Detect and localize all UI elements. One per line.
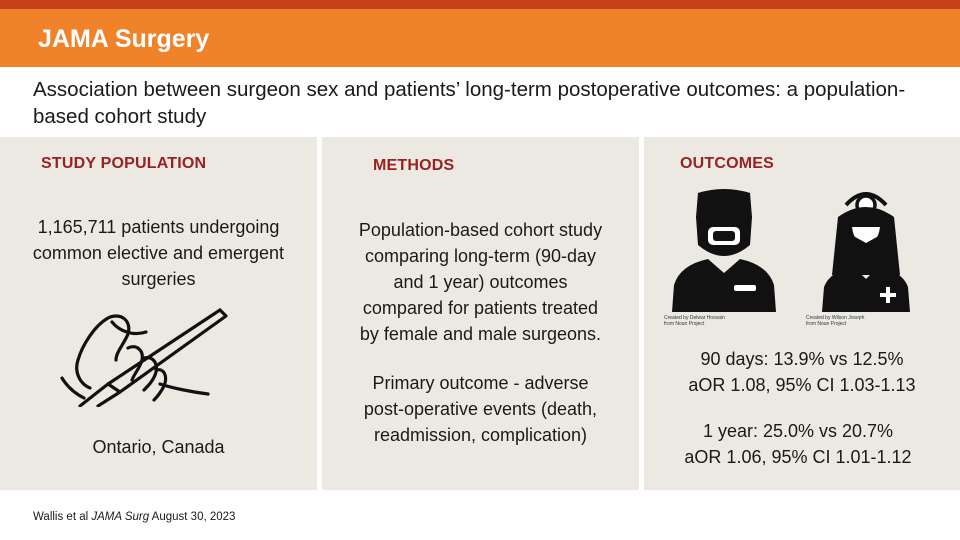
design-line: and 1 year) outcomes [393,272,568,292]
citation-date: August 30, 2023 [149,511,236,523]
page-title: Association between surgeon sex and patients’ long-term postoperative outcomes: a population-based cohort study [33,78,906,128]
journal-name: JAMA Surgery [38,25,210,53]
female-surgeon-icon [816,187,916,312]
study-population-heading: STUDY POPULATION [41,155,207,172]
population-line: surgeries [121,269,196,289]
primary-line: post-operative events (death, [363,399,598,419]
study-location: Ontario, Canada [92,437,225,457]
female-icon-credit [806,315,864,327]
male-icon-credit [664,315,725,327]
outcome-line: aOR 1.06, 95% CI 1.01-1.12 [684,447,912,467]
credit-line: from Noun Project [664,321,705,327]
design-line: by female and male surgeons. [359,324,602,344]
primary-line: Primary outcome - adverse [372,373,589,393]
study-population-panel [0,137,317,490]
methods-heading: METHODS [373,157,455,174]
population-line: 1,165,711 patients undergoing [37,217,280,237]
credit-line: Created by Wilson Joseph [806,315,865,321]
methods-panel [322,137,639,490]
credit-line: from Noun Project [806,321,847,327]
outcome-line: 90 days: 13.9% vs 12.5% [700,349,904,369]
credit-line: Created by Delwar Hossain [664,315,725,321]
citation-journal: JAMA Surg [91,511,150,523]
primary-line: readmission, complication) [373,425,588,445]
citation-authors: Wallis et al [33,511,92,523]
outcome-1-year [640,418,956,470]
male-surgeon-icon [668,187,780,312]
study-design [322,217,639,347]
design-line: compared for patients treated [362,298,599,318]
population-line: common elective and emergent [32,243,285,263]
population-description [0,214,317,292]
citation [33,511,235,523]
outcomes-panel [644,137,960,490]
outcome-line: aOR 1.08, 95% CI 1.03-1.13 [688,375,916,395]
outcomes-heading: OUTCOMES [680,155,775,172]
hand-holding-scalpel-icon [60,302,230,407]
outcome-line: 1 year: 25.0% vs 20.7% [702,421,894,441]
design-line: Population-based cohort study [358,220,603,240]
primary-outcome [322,370,639,448]
outcome-90-days [644,346,960,398]
top-stripe [0,0,960,9]
design-line: comparing long-term (90-day [364,246,597,266]
